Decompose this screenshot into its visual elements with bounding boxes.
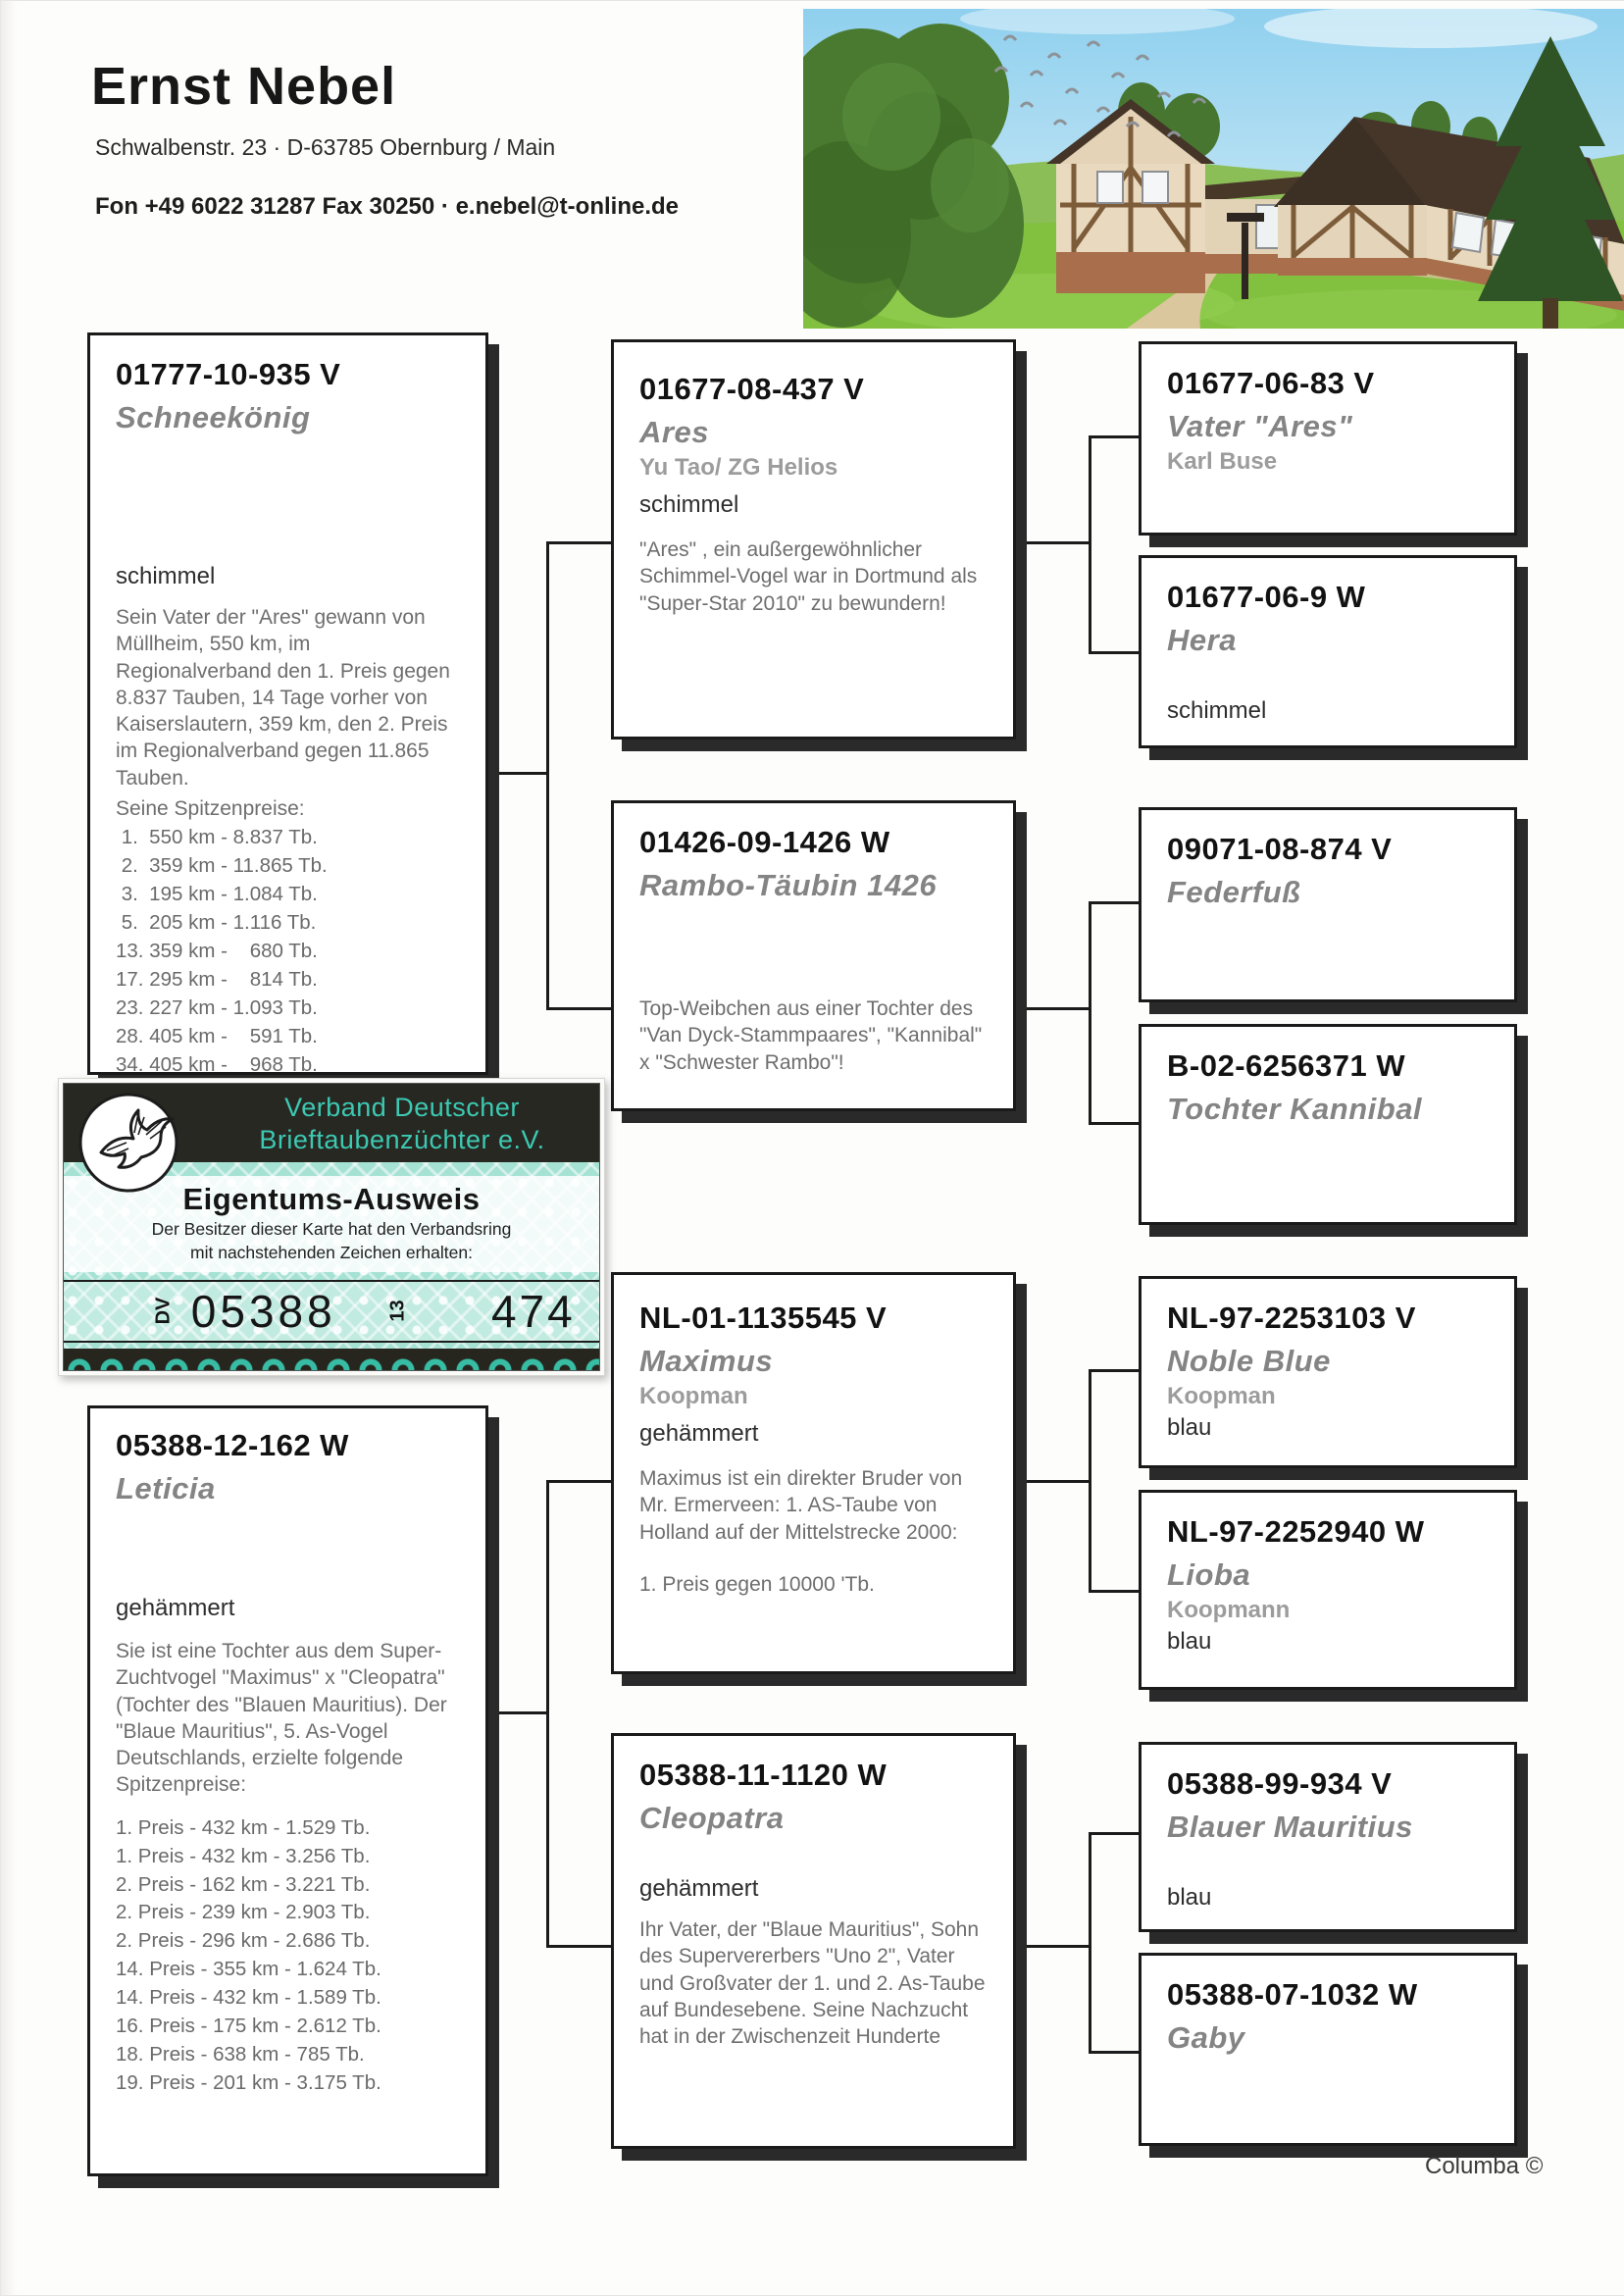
loft-photo-illustration (803, 9, 1624, 329)
prize-line: 2. Preis - 296 km - 2.686 Tb. (116, 1929, 371, 1953)
pigeon-color: blau (1167, 1628, 1212, 1655)
connector-line (1089, 435, 1091, 654)
prize-line: 5. 205 km - 1.116 Tb. (116, 911, 317, 935)
connector-line (1089, 1590, 1141, 1593)
pigeon-strain: Koopmann (1167, 1597, 1291, 1623)
prize-line: 23. 227 km - 1.093 Tb. (116, 995, 318, 1019)
pigeon-name: Rambo-Täubin 1426 (639, 868, 938, 902)
pigeon-description: Sein Vater der "Ares" gewann von Müllheim, 550 km, im Regionalverband den 1. Preis gegen 8.837 Tauben, 14 Tage vorher von Kaiserslautern, 359 km, den 2. Preis im Regionalverband gegen 11.865 Tauben. (116, 606, 450, 790)
prize-list (116, 824, 460, 1079)
loft-photo (803, 9, 1624, 329)
owner-name: Ernst Nebel (91, 57, 397, 116)
pedigree-box-leticia (87, 1405, 488, 2176)
prize-line: 16. Preis - 175 km - 2.612 Tb. (116, 2015, 381, 2038)
ring-number: 05388-07-1032 W (1167, 1977, 1418, 2012)
pedigree-box-lioba (1139, 1490, 1517, 1690)
prize-list (116, 1814, 460, 2098)
connector-line (546, 1480, 611, 1483)
pigeon-description: Ihr Vater, der "Blaue Mauritius", Sohn des Supervererbers "Uno 2", Vater und Großvater der 1. und 2. As-Taube auf Bundesebene. Seine Nachzucht hat in der Zwischenzeit Hunderte (639, 1918, 986, 2049)
pedigree-box-schneekoenig (87, 332, 488, 1075)
pigeon-color: gehämmert (639, 1875, 759, 1902)
connector-line (1089, 1369, 1141, 1372)
prize-line: 28. 405 km - 591 Tb. (116, 1024, 318, 1047)
pigeon-name: Leticia (116, 1471, 216, 1505)
card-subtitle-line1: Der Besitzer dieser Karte hat den Verbandsring (151, 1219, 512, 1239)
card-org-line2: Brieftaubenzüchter e.V. (259, 1124, 545, 1154)
pedigree-box-gaby (1139, 1953, 1517, 2146)
connector-line (546, 1007, 611, 1010)
pigeon-strain: Yu Tao/ ZG Helios (639, 454, 838, 481)
ownership-card-face (63, 1083, 600, 1371)
ring-number: 05388-99-934 V (1167, 1766, 1393, 1801)
pigeon-strain: Karl Buse (1167, 448, 1278, 475)
ring-number: 01677-06-9 W (1167, 580, 1366, 614)
pigeon-description: Maximus ist ein direkter Bruder von Mr. Ermerveen: 1. AS-Taube von Holland auf der Mittelstrecke 2000: (639, 1467, 963, 1544)
connector-line (1024, 1007, 1091, 1010)
card-subtitle-line2: mit nachstehenden Zeichen erhalten: (190, 1242, 473, 1262)
prize-line: 18. Preis - 638 km - 785 Tb. (116, 2042, 365, 2066)
pigeon-name: Ares (639, 415, 709, 449)
prize-line: 14. Preis - 355 km - 1.624 Tb. (116, 1958, 381, 1981)
ring-number: 01677-08-437 V (639, 372, 865, 406)
ownership-card (58, 1078, 605, 1376)
dove-logo-icon (77, 1092, 179, 1194)
connector-line (1024, 541, 1091, 544)
pigeon-color: gehämmert (116, 1595, 235, 1621)
connector-line (1089, 2051, 1141, 2054)
connector-line (1089, 435, 1141, 438)
pigeon-name: Gaby (1167, 2020, 1245, 2055)
prize-line: 19. Preis - 201 km - 3.175 Tb. (116, 2070, 381, 2094)
connector-line (1024, 1945, 1091, 1948)
pedigree-box-blauer-mauritius (1139, 1742, 1517, 1932)
connector-line (546, 541, 549, 1010)
prize-line: 34. 405 km - 968 Tb. (116, 1052, 318, 1076)
pigeon-name: Blauer Mauritius (1167, 1810, 1413, 1844)
prize-line: 2. 359 km - 11.865 Tb. (116, 854, 328, 878)
connector-line (1089, 1122, 1141, 1125)
connector-line (494, 772, 549, 775)
ring-number: 01677-06-83 V (1167, 366, 1375, 400)
prize-list-title: Seine Spitzenpreise: (116, 797, 305, 821)
pigeon-name: Cleopatra (639, 1801, 785, 1835)
pigeon-color: blau (1167, 1414, 1212, 1441)
owner-contact: Fon +49 6022 31287 Fax 30250 · e.nebel@t-online.de (95, 193, 680, 220)
connector-line (1089, 1832, 1091, 2054)
pedigree-box-hera (1139, 555, 1517, 748)
pedigree-box-ares (611, 339, 1016, 740)
pigeon-color: blau (1167, 1884, 1212, 1911)
ring-number: 01426-09-1426 W (639, 825, 890, 859)
prize-line: 3. 195 km - 1.084 Tb. (116, 883, 318, 906)
pigeon-description: Top-Weibchen aus einer Tochter des "Van Dyck-Stammpaares", "Kannibal" x "Schwester Rambo"! (639, 997, 983, 1074)
pedigree-box-tochter-kannibal (1139, 1024, 1517, 1225)
pigeon-color: schimmel (639, 491, 739, 518)
pigeon-description: Sie ist eine Tochter aus dem Super-Zuchtvogel "Maximus" x "Cleopatra" (Tochter des "Blauen Mauritius). Der "Blaue Mauritius", 5. As-Vogel Deutschlands, erzielte folgende Spitzenpreise: (116, 1640, 447, 1797)
connector-line (546, 1945, 611, 1948)
pigeon-color: schimmel (116, 563, 216, 589)
ring-prefix: DV (152, 1297, 175, 1325)
prize-line: 17. 295 km - 814 Tb. (116, 967, 318, 991)
ring-number: 09071-08-874 V (1167, 832, 1393, 866)
card-ring-row (64, 1280, 599, 1343)
pigeon-name: Lioba (1167, 1557, 1251, 1592)
connector-line (546, 541, 611, 544)
columba-credit: Columba © (1425, 2153, 1544, 2179)
pigeon-name: Noble Blue (1167, 1344, 1331, 1378)
connector-line (546, 1480, 549, 1948)
card-organization (211, 1092, 593, 1156)
pigeon-name: Hera (1167, 623, 1237, 657)
pigeon-name: Vater "Ares" (1167, 409, 1353, 443)
pigeon-name: Schneekönig (116, 400, 311, 434)
card-ornament-band (64, 1349, 599, 1371)
prize-line: 1. Preis - 432 km - 3.256 Tb. (116, 1844, 371, 1867)
connector-line (1089, 901, 1141, 904)
pedigree-box-maximus (611, 1272, 1016, 1674)
ring-association-number: 05388 (190, 1285, 336, 1337)
pigeon-description: "Ares" , ein außergewöhnlicher Schimmel-Vogel war in Dortmund als "Super-Star 2010" zu bewundern! (639, 538, 978, 615)
ring-number: NL-97-2253103 V (1167, 1301, 1416, 1335)
scan-edge-artifact (1, 1, 17, 2295)
pedigree-box-cleopatra (611, 1733, 1016, 2149)
card-title: Eigentums-Ausweis (182, 1182, 481, 1216)
ring-year: 13 (386, 1300, 409, 1322)
ring-number: B-02-6256371 W (1167, 1048, 1406, 1083)
ring-number: 05388-12-162 W (116, 1428, 349, 1462)
connector-line (1089, 1369, 1091, 1593)
ring-number: 01777-10-935 V (116, 357, 341, 391)
pedigree-box-vater-ares (1139, 341, 1517, 536)
ring-number: NL-97-2252940 W (1167, 1514, 1425, 1549)
connector-line (1024, 1480, 1091, 1483)
prize-line: 14. Preis - 432 km - 1.589 Tb. (116, 1986, 381, 2010)
prize-line: 2. Preis - 162 km - 3.221 Tb. (116, 1872, 371, 1896)
ring-number: NL-01-1135545 V (639, 1301, 888, 1335)
card-org-line1: Verband Deutscher (284, 1093, 520, 1122)
pedigree-box-federfuss (1139, 807, 1517, 1002)
connector-line (1089, 651, 1141, 654)
ring-serial-number: 474 (490, 1285, 576, 1337)
prize-line: 13. 359 km - 680 Tb. (116, 939, 318, 962)
pigeon-name: Maximus (639, 1344, 774, 1378)
pigeon-strain: Koopman (639, 1383, 748, 1409)
pedigree-box-rambo-taeubin (611, 800, 1016, 1111)
connector-line (1089, 901, 1091, 1125)
pigeon-color: schimmel (1167, 697, 1267, 724)
pigeon-strain: Koopman (1167, 1383, 1276, 1409)
prize-line: 2. Preis - 239 km - 2.903 Tb. (116, 1901, 371, 1924)
pigeon-name: Tochter Kannibal (1167, 1092, 1423, 1126)
prize-line: 1. 550 km - 8.837 Tb. (116, 826, 318, 849)
pedigree-box-noble-blue (1139, 1276, 1517, 1468)
ring-number: 05388-11-1120 W (639, 1758, 888, 1792)
pigeon-color: gehämmert (639, 1420, 759, 1447)
connector-line (494, 1711, 549, 1714)
connector-line (1089, 1832, 1141, 1835)
pigeon-description-2: 1. Preis gegen 10000 'Tb. (639, 1572, 875, 1596)
prize-line: 1. Preis - 432 km - 1.529 Tb. (116, 1815, 371, 1839)
pigeon-name: Federfuß (1167, 875, 1301, 909)
owner-address: Schwalbenstr. 23 · D-63785 Obernburg / Main (95, 134, 556, 160)
